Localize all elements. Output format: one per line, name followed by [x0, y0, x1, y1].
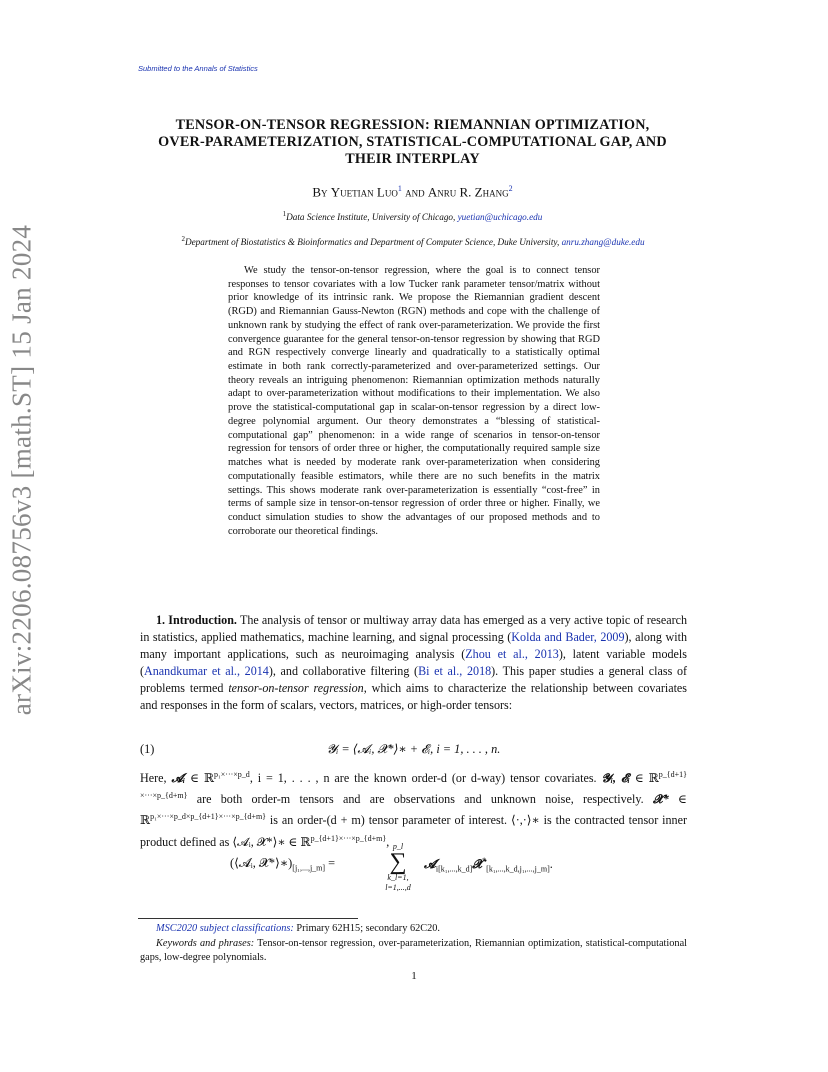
intro-term: tensor-on-tensor regression [228, 681, 364, 695]
eq2-lhs-sub: [j₁,...,j_m] [292, 863, 326, 873]
eq2-sum-bot1: k_l=1, [387, 873, 409, 882]
p2-y-e: 𝓨ᵢ, 𝓔ᵢ [601, 771, 630, 786]
title-line-3: THEIR INTERPLAY [345, 151, 480, 167]
keywords-text: Tensor-on-tensor regression, over-parameterization, Riemannian optimization, statistical-computational gaps, low-degree polynomials. [140, 938, 687, 963]
intro-text-1: The analysis of tensor or multiway array data has emerged as a very active topic of research in statistics, applied mathematics, machine learning, and signal processing ( [140, 613, 688, 644]
intro-text-6: , which aims to characterize the relationship between covariates and responses in the form of scalars, vectors, matrices, or high-order tensors: [140, 681, 688, 712]
citation-zhou-name: Zhou et al. [465, 647, 525, 661]
p2-in-r1: ∈ ℝ [185, 771, 214, 786]
aff1-marker: 1 [282, 210, 287, 218]
paper-title [140, 117, 685, 168]
citation-kolda-name: Kolda and Bader [511, 630, 594, 644]
and-label: and [405, 184, 425, 200]
eq2-x-sup: * [482, 856, 487, 865]
section-number: 1. [156, 613, 166, 627]
citation-anandkumar-year: 2014 [244, 664, 269, 678]
citation-zhou[interactable]: Zhou et al., 2013 [465, 647, 559, 661]
citation-kolda[interactable]: Kolda and Bader, 2009 [511, 630, 625, 644]
aff2-text: Department of Biostatistics & Bioinformatics and Department of Computer Science, Duke University, [184, 237, 562, 248]
footnote-keywords [140, 937, 687, 964]
p2-in-r2: ∈ ℝ [629, 771, 659, 786]
p2-dims3: p₁×···×p_d×p_{d+1}×···×p_{d+m} [150, 812, 266, 822]
intro-text-5: ). This paper studies a general class of problems termed [140, 664, 688, 695]
intro-text-3: ), latent variable models ( [140, 647, 687, 678]
email-link-2[interactable]: anru.zhang@duke.edu [561, 237, 645, 248]
citation-anandkumar[interactable]: Anandkumar et al., 2014 [144, 664, 269, 678]
author-1-affil-link[interactable]: 1 [397, 184, 402, 193]
msc-text: Primary 62H15; secondary 62C20. [293, 923, 440, 934]
equation-2 [140, 842, 687, 902]
eq2-lhs-main: (⟨𝓐ᵢ, 𝓧*⟩∗) [230, 856, 293, 870]
p2-t3: is an order-(d + m) tensor parameter of interest. ⟨·,·⟩∗ is the contracted tensor inner product defined as ⟨𝓐ᵢ, 𝓧*⟩∗ ∈ ℝ [140, 813, 687, 849]
affiliation-2 [138, 235, 688, 247]
intro-text-4: ), and collaborative filtering ( [268, 664, 419, 678]
authors [140, 184, 685, 200]
eq2-a: 𝓐 [424, 857, 436, 872]
p2-a-i: 𝓐ᵢ [171, 771, 186, 786]
eq2-sum-top: p_l [392, 842, 404, 851]
citation-bi[interactable]: Bi et al., 2018 [418, 664, 492, 678]
p2-t1: , i = 1, . . . , n are the known order-d (or d-way) tensor covariates. [249, 771, 602, 786]
title-line-2: OVER-PARAMETERIZATION, STATISTICAL-COMPUTATIONAL GAP, AND [158, 134, 667, 150]
equation-2-rhs [424, 856, 553, 874]
eq2-end: . [549, 857, 553, 872]
email-link-1[interactable]: yuetian@uchicago.edu [457, 212, 543, 223]
footnote-msc [140, 922, 687, 936]
citation-bi-name: Bi et al. [418, 664, 460, 678]
eq2-x: 𝓧 [472, 857, 483, 872]
eq2-x-sub: [k₁,...,k_d,j₁,...,j_m] [486, 864, 550, 874]
citation-kolda-year: 2009 [600, 630, 625, 644]
intro-text-2: ), along with many important applications, such as neuroimaging analysis ( [140, 630, 687, 661]
aff2-marker: 2 [181, 235, 185, 243]
p2-in-r3: ∈ ℝ [140, 792, 688, 828]
journal-header[interactable]: Submitted to the Annals of Statistics [138, 64, 258, 73]
by-label: By [312, 184, 328, 200]
abstract: We study the tensor-on-tensor regression, where the goal is to connect tensor responses to tensor covariates with a low Tucker rank parameter tensor/matrix without prior knowledge of its intrinsic rank. We propose the Riemannian gradient descent (RGD) and Riemannian Gauss-Newton (RGN) methods and cope with the challenge of unknown rank by studying the effect of rank over-parameterization. We provide the first convergence guarantee for the general tensor-on-tensor regression by showing that RGD and RGN respectively converge linearly and quadratically to a statistically optimal estimate in both rank correctly-parameterized and over-parameterized settings. Our theory reveals an intriguing phenomenon: Riemannian optimization methods naturally adapt to over-parameterization without modifications to their implementation. We also prove the statistical-computational gap in scalar-on-tensor regression by a direct low-degree polynomial argument. Our theory demonstrates a “blessing of statistical-computational gap” phenomenon: in a wide range of scenarios in tensor-on-tensor regression for tensors of order three or higher, the computationally required sample size matches what is needed by moderate rank over-parameterization when considering computationally feasible estimators, while there are no such benefits in the matrix settings. This shows moderate rank over-parameterization is essentially “cost-free” in terms of sample size in tensor-on-tensor regression of order three or higher. Finally, we conduct simulation studies to show the advantages of our proposed methods and to corroborate our theoretical findings. [228, 265, 600, 537]
page-number: 1 [411, 970, 417, 982]
p2-dims4: p_{d+1}×···×p_{d+m} [310, 833, 387, 843]
keywords-label: Keywords and phrases: [156, 938, 255, 949]
footnote-rule [138, 918, 358, 919]
citation-anandkumar-name: Anandkumar et al. [144, 664, 237, 678]
p2-dims2: p_{d+1}×···×p_{d+m} [140, 770, 687, 801]
p2-t2: are both order-m tensors and are observations and unknown noise, respectively. [187, 792, 653, 807]
equation-1-number: (1) [140, 742, 155, 756]
eq2-equals: = [325, 856, 336, 870]
equation-1-expression: 𝓨ᵢ = ⟨𝓐ᵢ, 𝓧*⟩∗ + 𝓔ᵢ, i = 1, . . . , n. [326, 742, 501, 756]
introduction-paragraph [140, 612, 687, 714]
aff1-text: Data Science Institute, University of Chicago, [286, 212, 458, 223]
eq2-sum-sign: ∑ [389, 849, 407, 875]
eq2-a-sub: i[k₁,...,k_d] [435, 864, 473, 874]
equation-2-lhs [230, 856, 335, 872]
p2-here: Here, [140, 771, 172, 786]
arxiv-stamp: arXiv:2206.08756v3 [math.ST] 15 Jan 2024 [6, 224, 37, 716]
citation-zhou-year: 2013 [534, 647, 559, 661]
affiliation-1 [140, 210, 685, 222]
equation-2-sum [378, 842, 418, 893]
citation-bi-year: 2018 [466, 664, 492, 678]
msc-link[interactable]: MSC2020 subject classifications: [156, 923, 294, 934]
p2-x-star: 𝓧* [652, 792, 669, 807]
eq2-sum-bot2: l=1,...,d [385, 883, 411, 892]
model-description-paragraph [140, 766, 687, 851]
title-line-1: TENSOR-ON-TENSOR REGRESSION: RIEMANNIAN OPTIMIZATION, [175, 117, 650, 133]
p2-dims1: p₁×···×p_d [214, 770, 250, 779]
author-2: Anru R. Zhang [427, 184, 509, 200]
section-heading: Introduction. [168, 613, 237, 627]
author-1: Yuetian Luo [330, 184, 398, 200]
p2-t4: , [386, 834, 390, 849]
author-2-affil-link[interactable]: 2 [508, 184, 513, 193]
